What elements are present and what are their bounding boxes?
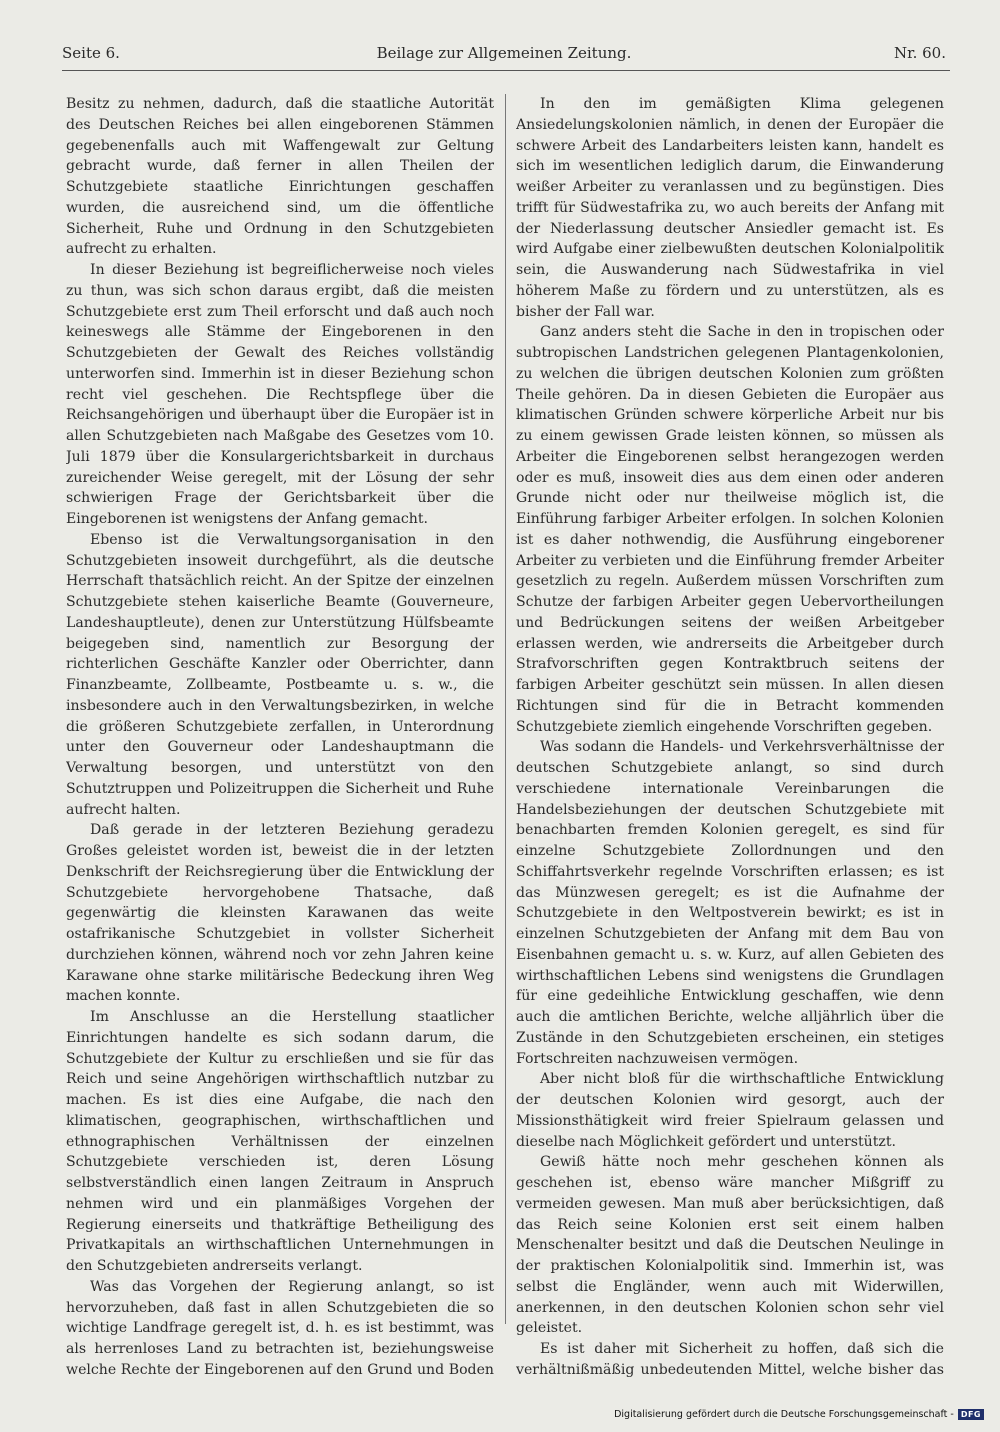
left-column xyxy=(66,94,494,1384)
newspaper-page xyxy=(50,36,950,1396)
supplement-title: Beilage zur Allgemeinen Zeitung. xyxy=(376,44,632,62)
paragraph: In dieser Beziehung ist begreiflicherweise noch vieles zu thun, was sich schon daraus ergibt, daß die meisten Schutzgebiete erst zum Theil erforscht und daß auch noch keineswegs alle Stämme der Eingeborenen in den Schutzgebieten der Gewalt des Reiches vollständig unterworfen sind. Immerhin ist in dieser Beziehung schon recht viel geschehen. Die Rechtspflege über die Reichsangehörigen und überhaupt über die Europäer ist in allen Schutzgebieten nach Maßgabe des Gesetzes vom 10. Juli 1879 über die Konsulargerichtsbarkeit in durchaus zureichender Weise geregelt, mit der Lösung der sehr schwierigen Frage der Gerichtsbarkeit über die Eingeborenen ist wenigstens der Anfang gemacht. xyxy=(66,262,494,527)
page-header xyxy=(62,44,946,68)
dfg-logo: DFG xyxy=(958,1409,984,1420)
page-label: Seite 6. xyxy=(62,44,120,62)
paragraph: Es ist daher mit Sicherheit zu hoffen, daß sich die verhältnißmäßig unbedeutenden Mittel, welche bisher das xyxy=(516,1341,944,1378)
paragraph: Im Anschlusse an die Herstellung staatlicher Einrichtungen handelte es sich sodann darum, die Schutzgebiete der Kultur zu erschließen und sie für das Reich und seine Angehörigen wirthschaftlich nutzbar zu machen. Es ist dies eine Aufgabe, die nach den klimatischen, geographischen, wirthschaftlichen und ethnographischen Verhältnissen der einzelnen Schutzgebiete verschieden ist, deren Lösung selbstverständlich einen langen Zeitraum in Anspruch nehmen wird und ein planmäßiges Vorgehen der Regierung einerseits und thatkräftige Betheiligung des Privatkapitals an wirthschaftlichen Unternehmungen in den Schutzgebieten andrerseits verlangt. xyxy=(66,1009,494,1274)
paragraph: Ebenso ist die Verwaltungsorganisation in den Schutzgebieten insoweit durchgeführt, als die deutsche Herrschaft thatsächlich reicht. An der Spitze der einzelnen Schutzgebiete stehen kaiserliche Beamte (Gouverneure, Landeshauptleute), denen zur Unterstützung Hülfsbeamte beigegeben sind, namentlich zur Besorgung der richterlichen Geschäfte Kanzler oder Oberrichter, dann Finanzbeamte, Zollbeamte, Postbeamte u. s. w., die insbesondere auch in den Verwaltungsbezirken, in welche die größeren Schutzgebiete zerfallen, in Unterordnung unter den Gouverneur oder Landeshauptmann die Verwaltung besorgen, und unterstützt von den Schutztruppen und Polizeitruppen die Sicherheit und Ruhe aufrecht halten. xyxy=(66,531,494,818)
issue-number: Nr. 60. xyxy=(893,44,946,62)
paragraph: Ganz anders steht die Sache in den in tropischen oder subtropischen Landstrichen gelegenen Plantagenkolonien, zu welchen die übrigen deutschen Kolonien zum größten Theile gehören. Da in diesen Gebieten die Europäer aus klimatischen Gründen schwere körperliche Arbeit nur bis zu einem gewissen Grade leisten können, so müssen als Arbeiter die Eingeborenen selbst herangezogen werden oder es muß, insoweit dies aus dem einen oder anderen Grunde nicht oder nur theilweise möglich ist, die Einführung farbiger Arbeiter erfolgen. In solchen Kolonien ist es daher nothwendig, die Ausführung eingeborener Arbeiter zu verbieten und die Einführung fremder Arbeiter gesetzlich zu regeln. Außerdem müssen Vorschriften zum Schutze der farbigen Arbeiter gegen Uebervortheilungen und Bedrückungen seitens der weißen Arbeitgeber erlassen werden, wie andrerseits die Arbeitgeber durch Strafvorschriften gegen Kontraktbruch seitens der farbigen Arbeiter geschützt sein müssen. In allen diesen Richtungen sind für die in Betracht kommenden Schutzgebiete ziemlich eingehende Vorschriften gegeben. xyxy=(516,324,944,735)
paragraph: Daß gerade in der letzteren Beziehung geradezu Großes geleistet worden ist, beweist die in der letzten Denkschrift der Reichsregierung über die Entwicklung der Schutzgebiete hervorgehobene Thatsache, daß gegenwärtig die kleinsten Karawanen das weite ostafrikanische Schutzgebiet in vollster Sicherheit durchziehen können, während noch vor zehn Jahren keine Karawane ohne starke militärische Bedeckung ihren Weg machen konnte. xyxy=(66,822,494,1005)
paragraph: In den im gemäßigten Klima gelegenen Ansiedelungskolonien nämlich, in denen der Europäer die schwere Arbeit des Landarbeiters leisten kann, handelt es sich im wesentlichen lediglich darum, die Einwanderung weißer Arbeiter zu veranlassen und zu begünstigen. Dies trifft für Südwestafrika zu, wo auch bereits der Anfang mit der Niederlassung deutscher Ansiedler gemacht ist. Es wird Aufgabe einer zielbewußten deutschen Kolonialpolitik sein, die Auswanderung nach Südwestafrika in viel höherem Maße zu fördern und zu unterstützen, als es bisher der Fall war. xyxy=(516,96,944,320)
paragraph: Besitz zu nehmen, dadurch, daß die staatliche Autorität des Deutschen Reiches bei allen eingeborenen Stämmen gegebenenfalls auch mit Waffengewalt zur Geltung gebracht wurde, daß ferner in allen Theilen der Schutzgebiete staatliche Einrichtungen geschaffen wurden, die ausreichend sind, um die öffentliche Sicherheit, Ruhe und Ordnung in den Schutzgebieten aufrecht zu erhalten. xyxy=(66,96,494,258)
right-column xyxy=(516,94,944,1384)
credit-text: Digitalisierung gefördert durch die Deutsche Forschungsgemeinschaft - xyxy=(614,1408,954,1420)
column-divider xyxy=(505,94,506,1324)
header-rule xyxy=(62,70,950,71)
paragraph: Aber nicht bloß für die wirthschaftliche Entwicklung der deutschen Kolonien wird gesorgt, auch der Missionsthätigkeit wird freier Spielraum gelassen und dieselbe nach Möglichkeit gefördert und unterstützt. xyxy=(516,1071,944,1150)
digitization-credit xyxy=(614,1406,984,1422)
paragraph: Was das Vorgehen der Regierung anlangt, so ist hervorzuheben, daß fast in allen Schutzgebieten die so wichtige Landfrage geregelt ist, d. h. es ist bestimmt, was als herrenloses Land zu betrachten ist, beziehungsweise welche Rechte der Eingeborenen auf den Grund und Boden xyxy=(66,1278,494,1378)
paragraph: Was sodann die Handels- und Verkehrsverhältnisse der deutschen Schutzgebiete anlangt, so sind durch verschiedene internationale Vereinbarungen die Handelsbeziehungen der deutschen Schutzgebiete mit benachbarten fremden Kolonien geregelt, es sind für einzelne Schutzgebiete Zollordnungen und den Schiffahrtsverkehr regelnde Vorschriften erlassen; es ist das Münzwesen geregelt; es ist die Aufnahme der Schutzgebiete in den Weltpostverein bewirkt; es ist in einzelnen Schutzgebieten der Anfang mit dem Bau von Eisenbahnen gemacht u. s. w. Kurz, auf allen Gebieten des wirthschaftlichen Lebens sind wenigstens die Grundlagen für eine gedeihliche Entwicklung geschaffen, wie denn auch die amtlichen Berichte, welche alljährlich über die Zustände in den Schutzgebieten erscheinen, ein stetiges Fortschreiten nachzuweisen vermögen. xyxy=(516,739,944,1067)
paragraph: Gewiß hätte noch mehr geschehen können als geschehen ist, ebenso wäre mancher Mißgriff zu vermeiden gewesen. Man muß aber berücksichtigen, daß das Reich seine Kolonien erst seit einem halben Menschenalter besitzt und daß die Deutschen Neulinge in der praktischen Kolonialpolitik sind. Immerhin ist, was selbst die Engländer, wenn auch mit Widerwillen, anerkennen, in den deutschen Kolonien schon sehr viel geleistet. xyxy=(516,1154,944,1337)
